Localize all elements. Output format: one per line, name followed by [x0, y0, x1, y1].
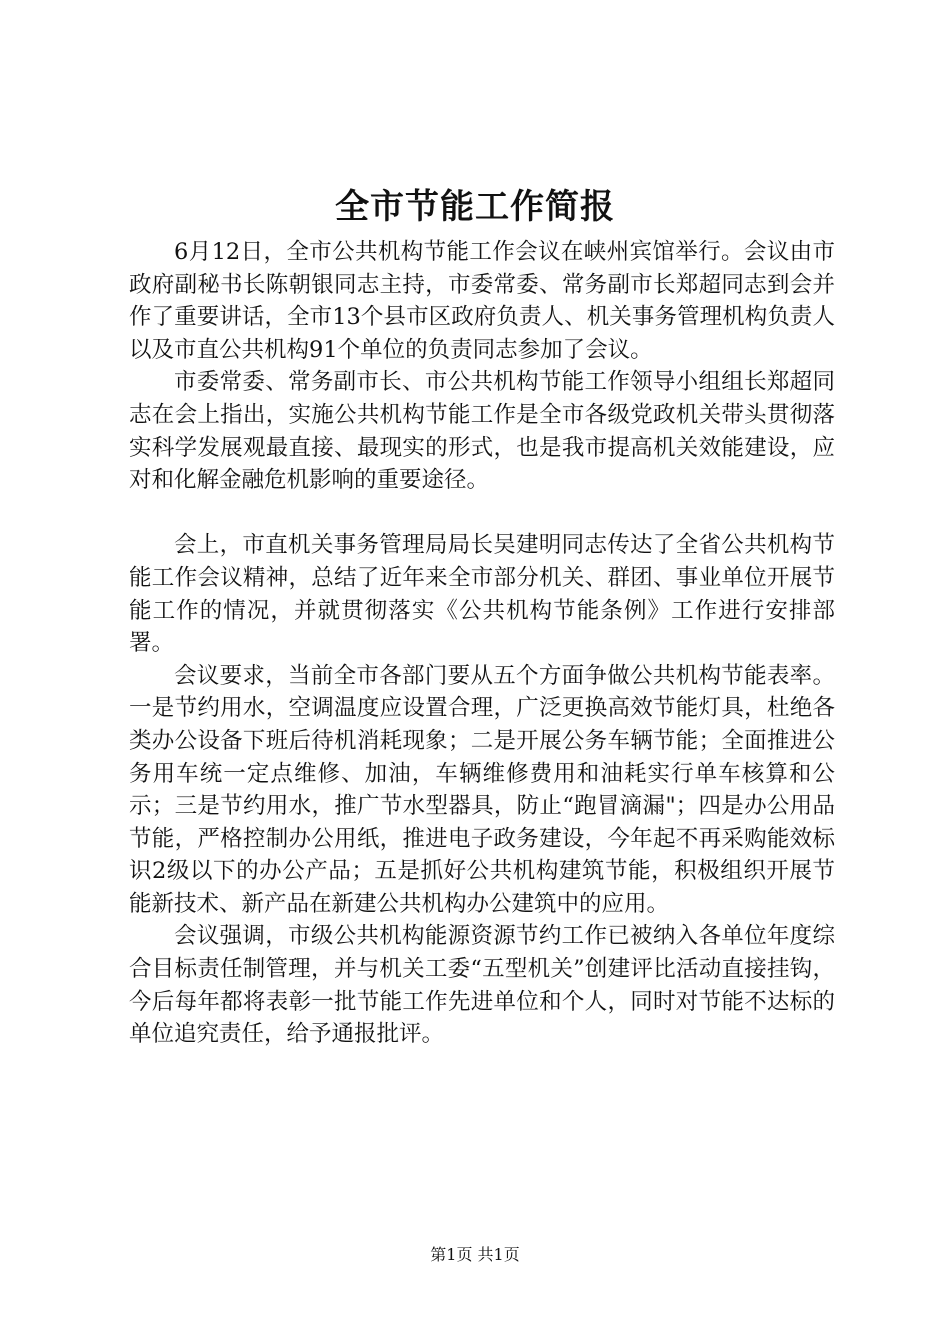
document-body [129, 236, 835, 1051]
page-footer: 第1页 共1页 [430, 1245, 520, 1264]
paragraph-requirements: 会议要求，当前全市各部门要从五个方面争做公共机构节能表率。一是节约用水，空调温度应设置合理，广泛更换高效节能灯具，杜绝各类办公设备下班后待机消耗现象；二是开展公务车辆节能；全面推进公务用车统一定点维修、加油，车辆维修费用和油耗实行单车核算和公示；三是节约用水，推广节水型器具，防止“跑冒滴漏"；四是办公用品节能，严格控制办公用纸，推进电子政务建设，今年起不再采购能效标识2级以下的办公产品；五是抓好公共机构建筑节能，积极组织开展节能新技术、新产品在新建公共机构办公建筑中的应用。 [129, 662, 835, 917]
paragraph-leader-remarks: 市委常委、常务副市长、市公共机构节能工作领导小组组长郑超同志在会上指出，实施公共机构节能工作是全市各级党政机关带头贯彻落实科学发展观最直接、最现实的形式，也是我市提高机关效能建设，应对和化解金融危机影响的重要途径。 [129, 369, 835, 494]
paragraph-work-report: 会上，市直机关事务管理局局长吴建明同志传达了全省公共机构节能工作会议精神，总结了近年来全市部分机关、群团、事业单位开展节能工作的情况，并就贯彻落实《公共机构节能条例》工作进行安排部署。 [129, 532, 835, 657]
document-title: 全市节能工作简报 [335, 187, 615, 227]
paragraph-emphasis: 会议强调，市级公共机构能源资源节约工作已被纳入各单位年度综合目标责任制管理，并与机关工委“五型机关”创建评比活动直接挂钩，今后每年都将表彰一批节能工作先进单位和个人，同时对节能不达标的单位追究责任，给予通报批评。 [129, 923, 835, 1048]
paragraph-spacer [129, 497, 835, 530]
paragraph-meeting-intro: 6月12日，全市公共机构节能工作会议在峡州宾馆举行。会议由市政府副秘书长陈朝银同志主持，市委常委、常务副市长郑超同志到会并作了重要讲话，全市13个县市区政府负责人、机关事务管理机构负责人以及市直公共机构91个单位的负责同志参加了会议。 [129, 239, 835, 363]
